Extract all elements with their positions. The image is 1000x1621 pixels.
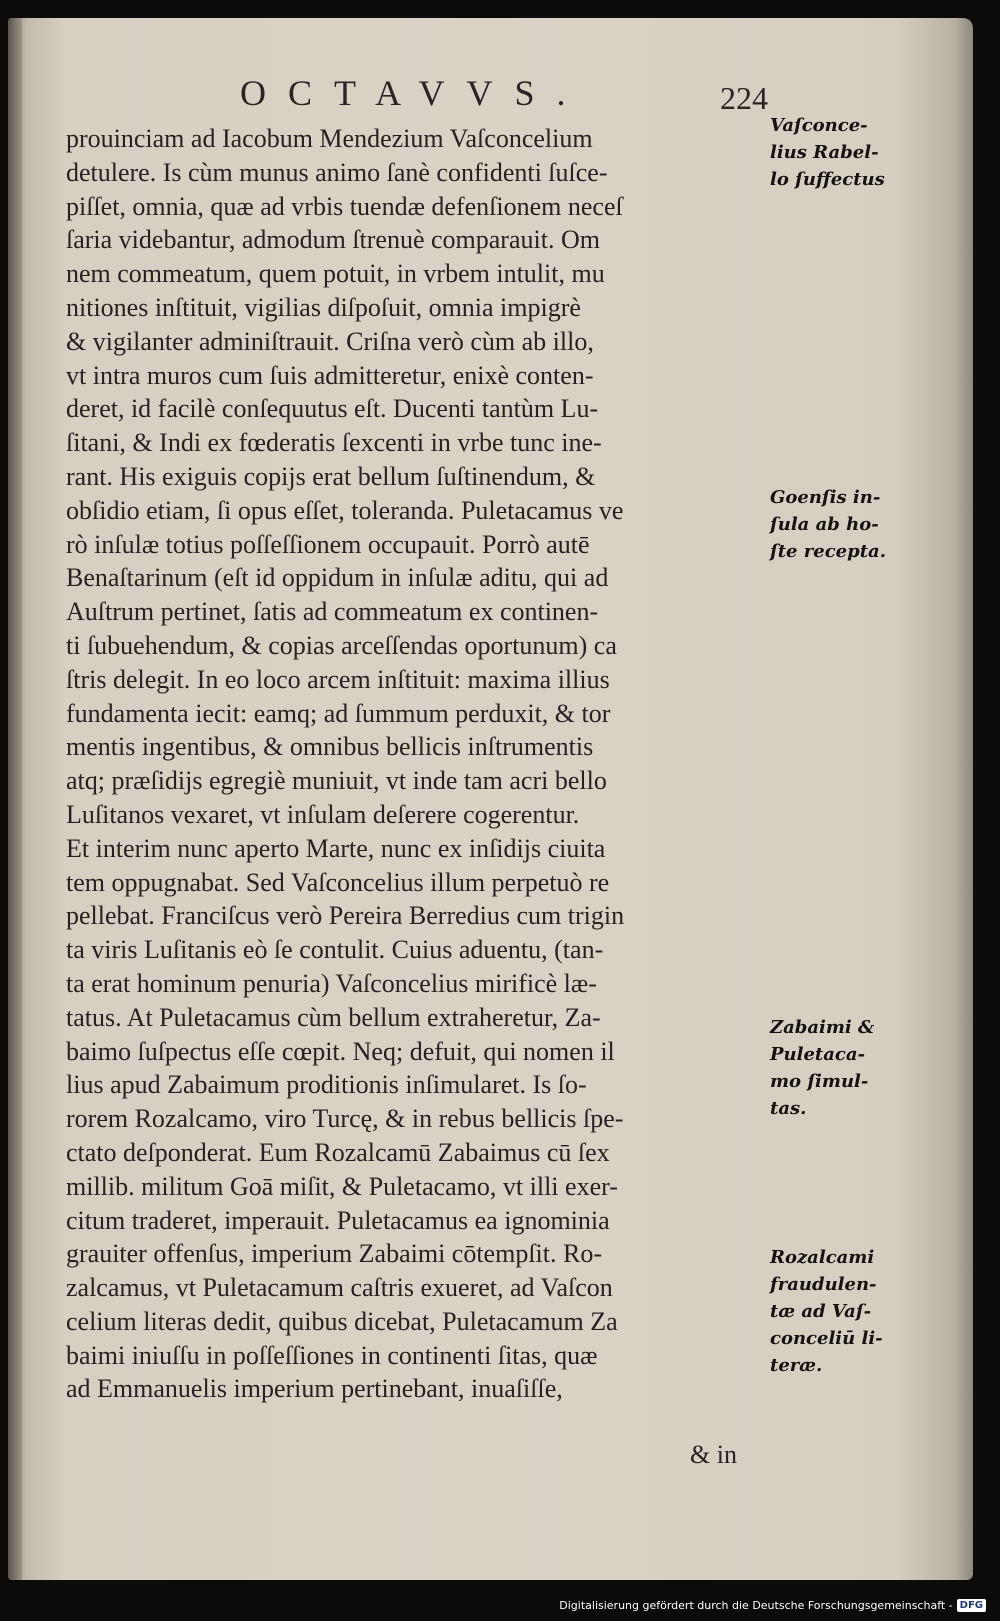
text-line: Benaſtarinum (eſt id oppidum in inſulæ aditu, qui ad xyxy=(66,563,609,593)
text-line: prouinciam ad Iacobum Mendezium Vaſconcelium xyxy=(66,124,593,153)
text-line: tem oppugnabat. Sed Vaſconcelius illum perpetuò re xyxy=(66,867,610,897)
text-line: zalcamus, vt Puletacamum caſtris exueret, ad Vaſcon xyxy=(66,1273,613,1303)
margin-note-line: conceliū li- xyxy=(770,1328,883,1349)
margin-note-line: mo ſimul- xyxy=(770,1071,869,1092)
text-line: rorem Rozalcamo, viro Turcę, & in rebus bellicis ſpe- xyxy=(66,1104,624,1134)
text-line: lius apud Zabaimum proditionis inſimularet. Is ſo- xyxy=(66,1070,587,1100)
text-line: & vigilanter adminiſtrauit. Criſna verò cùm ab illo, xyxy=(66,326,594,356)
dfg-logo: DFG xyxy=(957,1599,986,1612)
text-line: nem commeatum, quem potuit, in vrbem intulit, mu xyxy=(66,259,605,289)
page-number: 224 xyxy=(720,80,768,116)
margin-note-2 xyxy=(770,484,920,565)
text-line: baimo ſuſpectus eſſe cœpit. Neq; defuit, qui nomen il xyxy=(66,1036,615,1066)
text-line: detulere. Is cùm munus animo ſanè confidenti ſuſce- xyxy=(66,157,608,187)
text-line: rant. His exiguis copijs erat bellum ſuſtinendum, & xyxy=(66,461,596,491)
text-line: grauiter offenſus, imperium Zabaimi cōtempſit. Ro- xyxy=(66,1239,602,1269)
text-line: ti ſubuehendum, & copias arceſſendas oportunum) ca xyxy=(66,630,617,660)
text-line: Auſtrum pertinet, ſatis ad commeatum ex continen- xyxy=(66,597,599,627)
margin-note-1 xyxy=(770,112,920,193)
main-text-block xyxy=(66,122,780,1406)
text-line: baimi iniuſſu in poſſeſſiones in continenti ſitas, quæ xyxy=(66,1340,598,1370)
margin-note-line: tæ ad Vaſ- xyxy=(770,1301,872,1322)
margin-note-line: teræ. xyxy=(770,1355,823,1376)
text-line: ad Emmanuelis imperium pertinebant, inuaſiſſe, xyxy=(66,1374,563,1404)
margin-note-line: lius Rabel- xyxy=(770,142,879,163)
page-gutter-edge xyxy=(8,18,22,1580)
digitization-footer xyxy=(559,1599,986,1612)
text-line: vt intra muros cum ſuis admitteretur, enixè conten- xyxy=(66,360,594,390)
catchword: & in xyxy=(690,1440,737,1469)
text-line: Luſitanos vexaret, vt inſulam deſerere cogerentur. xyxy=(66,799,580,829)
margin-note-line: ſula ab ho- xyxy=(770,514,879,535)
text-line: mentis ingentibus, & omnibus bellicis inſtrumentis xyxy=(66,732,594,762)
margin-note-line: Rozalcami xyxy=(770,1247,875,1268)
text-line: obſidio etiam, ſi opus eſſet, toleranda. Puletacamus ve xyxy=(66,495,624,525)
running-head: OCTAVVS. xyxy=(240,73,588,113)
text-line: pellebat. Franciſcus verò Pereira Berredius cum trigin xyxy=(66,901,625,931)
text-line: ſitani, & Indi ex fœderatis ſexcenti in vrbe tunc ine- xyxy=(66,428,602,458)
margin-note-line: Zabaimi & xyxy=(770,1017,875,1038)
margin-note-line: Vaſconce- xyxy=(770,115,868,136)
text-line: fundamenta iecit: eamq; ad ſummum perduxit, & tor xyxy=(66,698,611,728)
text-line: ctato deſponderat. Eum Rozalcamū Zabaimus cū ſex xyxy=(66,1137,610,1167)
margin-note-line: ſte recepta. xyxy=(770,541,886,562)
footer-text: Digitalisierung gefördert durch die Deutsche Forschungsgemeinschaft - xyxy=(559,1599,953,1612)
text-line: rò inſulæ totius poſſeſſionem occupauit. Porrò autē xyxy=(66,529,590,559)
text-line: celium literas dedit, quibus dicebat, Puletacamum Za xyxy=(66,1306,618,1336)
text-line: tatus. At Puletacamus cùm bellum extraheretur, Za- xyxy=(66,1002,601,1032)
margin-note-4 xyxy=(770,1244,920,1379)
text-line: millib. militum Goā miſit, & Puletacamo, vt illi exer- xyxy=(66,1171,618,1201)
margin-note-line: Puletaca- xyxy=(770,1044,865,1065)
text-line: Et interim nunc aperto Marte, nunc ex inſidijs ciuita xyxy=(66,833,606,863)
text-line: piſſet, omnia, quæ ad vrbis tuendæ defenſionem neceſ xyxy=(66,191,623,221)
text-line: citum traderet, imperauit. Puletacamus ea ignominia xyxy=(66,1205,610,1235)
margin-note-line: tas. xyxy=(770,1098,807,1119)
text-line: ſtris delegit. In eo loco arcem inſtituit: maxima illius xyxy=(66,664,610,694)
text-line: ta viris Luſitanis eò ſe contulit. Cuius aduentu, (tan- xyxy=(66,935,604,965)
margin-note-line: lo ſuffectus xyxy=(770,169,885,190)
text-line: atq; præſidijs egregiè muniuit, vt inde tam acri bello xyxy=(66,766,607,796)
margin-note-line: Goenſis in- xyxy=(770,487,881,508)
text-line: ſaria videbantur, admodum ſtrenuè comparauit. Om xyxy=(66,225,600,255)
text-line: deret, id facilè conſequutus eſt. Ducenti tantùm Lu- xyxy=(66,394,599,424)
text-line: ta erat hominum penuria) Vaſconcelius mirificè læ- xyxy=(66,968,597,998)
text-line: nitiones inſtituit, vigilias diſpoſuit, omnia impigrè xyxy=(66,292,581,322)
margin-note-3 xyxy=(770,1014,920,1122)
margin-note-line: fraudulen- xyxy=(770,1274,877,1295)
